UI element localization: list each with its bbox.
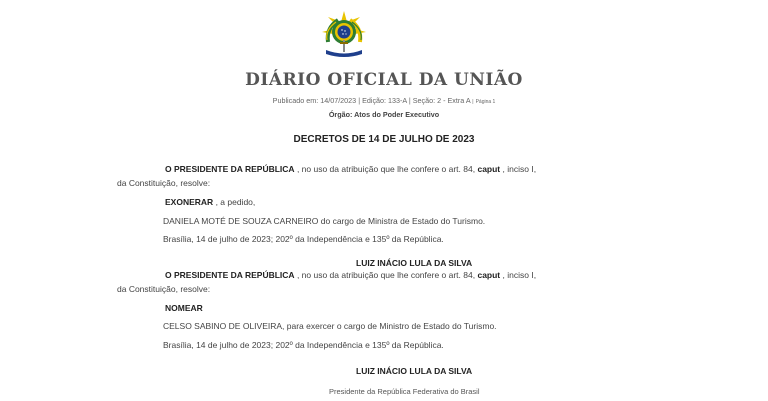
act-2-president: O PRESIDENTE DA REPÚBLICA <box>165 270 295 280</box>
published-label: Publicado em: <box>272 96 319 105</box>
act-1-body: DANIELA MOTÉ DE SOUZA CARNEIRO do cargo de Ministra de Estado do Turismo. <box>163 216 486 226</box>
act-2-signature-title: Presidente da República Federativa do Brasil <box>329 387 480 396</box>
act-2-signature: LUIZ INÁCIO LULA DA SILVA <box>356 366 473 376</box>
act-1-opening: O PRESIDENTE DA REPÚBLICA , no uso da atribuição que lhe confere o art. 84, caput , inciso I, <box>165 164 537 174</box>
act-2-opening: O PRESIDENTE DA REPÚBLICA , no uso da atribuição que lhe confere o art. 84, caput , inciso I, <box>165 270 537 280</box>
act-2-opening-line2: da Constituição, resolve: <box>117 284 211 294</box>
act-2-place-date: Brasília, 14 de julho de 2023; 202º da Independência e 135º da República. <box>163 340 444 350</box>
act-2-caput: caput <box>477 270 501 280</box>
section-label: Seção: <box>412 96 436 105</box>
published-date: 14/07/2023 <box>320 96 357 105</box>
act-1-opening-line2: da Constituição, resolve: <box>117 178 211 188</box>
edition-label: Edição: <box>362 96 387 105</box>
act-1-president: O PRESIDENTE DA REPÚBLICA <box>165 164 295 174</box>
page-label: Página 1 <box>475 99 496 105</box>
act-1-place-date: Brasília, 14 de julho de 2023; 202º da Independência e 135º da República. <box>163 234 444 244</box>
orgao-line: Órgão: Atos do Poder Executivo <box>328 110 440 119</box>
act-2-body: CELSO SABINO DE OLIVEIRA, para exercer o cargo de Ministro de Estado do Turismo. <box>163 321 497 331</box>
act-1-caput: caput <box>477 164 501 174</box>
document-title: DIÁRIO OFICIAL DA UNIÃO <box>245 70 523 90</box>
publication-meta: Publicado em: 14/07/2023 | Edição: 133-A | Seção: 2 - Extra A | Página 1 <box>272 96 496 105</box>
act-2-verb-line <box>165 303 203 313</box>
coat-of-arms-icon <box>318 10 370 60</box>
decree-title: DECRETOS DE 14 DE JULHO DE 2023 <box>293 134 475 145</box>
act-1-verb: EXONERAR <box>165 197 214 207</box>
act-2-verb: NOMEAR <box>165 303 203 313</box>
edition-value: 133-A <box>388 96 407 105</box>
act-1-verb-line: EXONERAR , a pedido, <box>165 197 256 207</box>
section-value: 2 - Extra A <box>437 96 471 105</box>
act-1-signature: LUIZ INÁCIO LULA DA SILVA <box>356 258 473 268</box>
